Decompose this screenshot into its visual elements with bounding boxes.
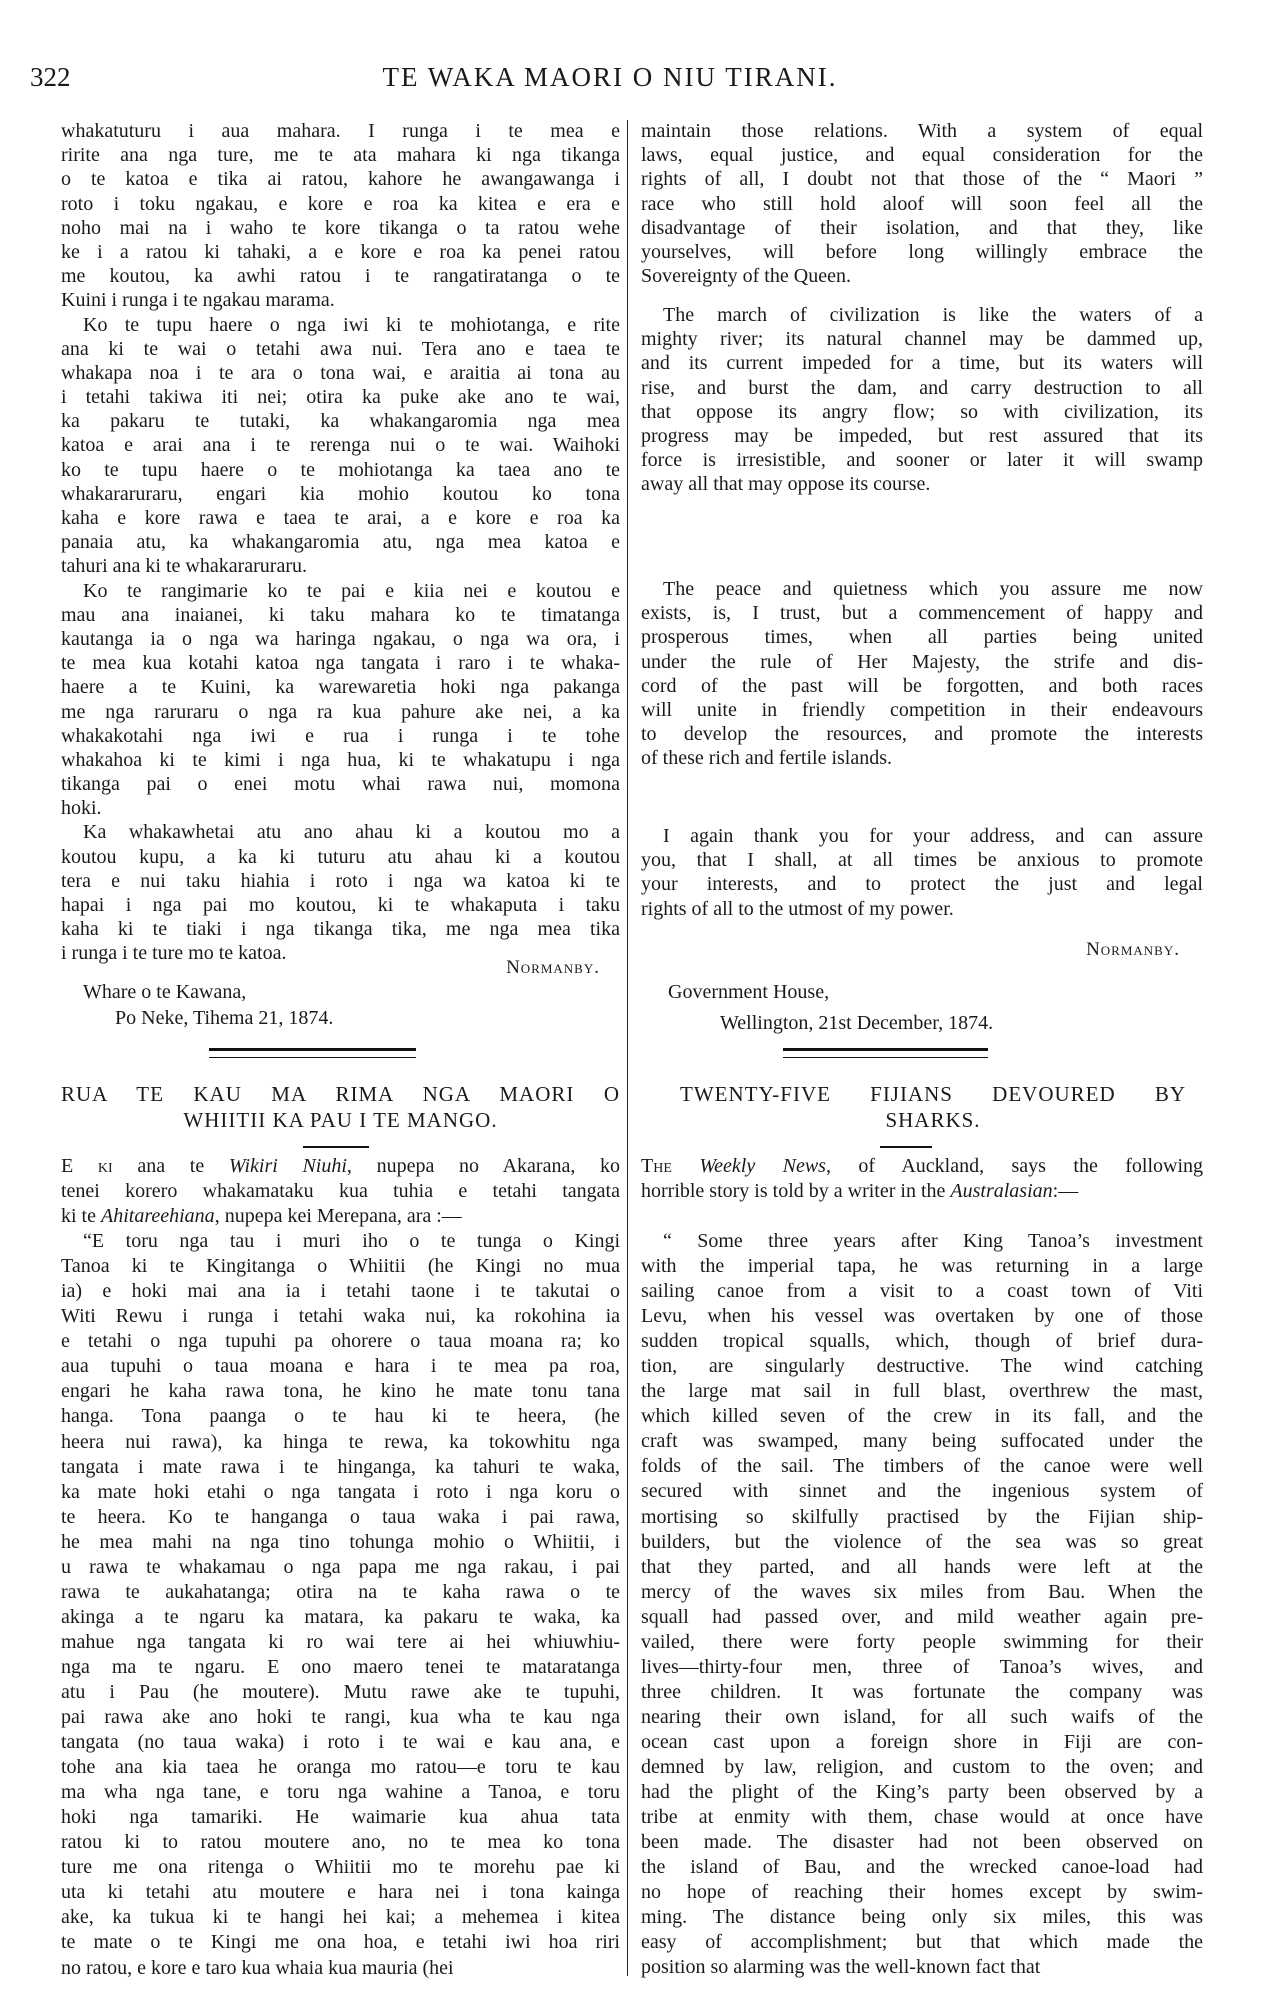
text-line: whakahoa ki te kimi i nga hua, ki te whakatupu i nga [61, 748, 620, 771]
text-line: hanga. Tona paanga o te hau ki te heera, (he [61, 1405, 620, 1428]
text-line: u rawa te whakamau o nga papa me nga rakau, i pai [61, 1555, 620, 1578]
text-line: disadvantage of their isolation, and that they, like [641, 216, 1203, 239]
text-line: engari he kaha rawa tona, he kino he mate tonu tana [61, 1380, 620, 1403]
text-line: your interests, and to protect the just and legal [641, 873, 1203, 896]
text-run: , nupepa no Akarana, ko [346, 1155, 620, 1177]
text-line: will unite in friendly competition in their endeavours [641, 698, 1203, 721]
text-line: nga ma te ngaru. E ono maero tenei te mataratanga [61, 1655, 620, 1678]
text-line: sudden tropical squalls, which, though of brief dura- [641, 1330, 1203, 1353]
italic-title: Wikiri Niuhi [228, 1155, 347, 1177]
column-divider [627, 120, 628, 1976]
text-run: E ki [61, 1155, 113, 1177]
text-line: had the plight of the King’s party been observed by a [641, 1781, 1203, 1804]
text-line: haere a te Kuini, ka warewaretia hoki nga pakanga [61, 676, 620, 699]
text-line: “E toru nga tau i muri iho o te tunga o Kingi [83, 1230, 620, 1253]
text-line: katoa e arai ana i te rerenga nui o te wai. Waihoki [61, 434, 620, 457]
text-line: whakatuturu i aua mahara. I runga i te mea e [61, 120, 620, 142]
heading-line: WHIITII KA PAU I TE MANGO. [183, 1108, 498, 1132]
text-line: whakapa noa i te ara o tona wai, e araitia ai tona au [61, 361, 620, 384]
text-run: The [641, 1155, 672, 1177]
text-line: mortising so skilfully practised by the Fijian ship- [641, 1505, 1203, 1528]
text-line: kaha e kore rawa e taea te arai, a e kore e roa ka [61, 507, 620, 529]
text-line: ming. The distance being only six miles, this was [641, 1906, 1203, 1929]
text-line [61, 1204, 620, 1229]
signature-normanby: Normanby. [1086, 939, 1180, 960]
text-run: , nupepa kei Merepana, ara :— [214, 1205, 462, 1228]
text-line: panaia atu, ka whakangaromia atu, nga mea katoa e [61, 531, 620, 554]
text-line: uta ki tetahi atu moutere e hara nei i tona kainga [61, 1881, 620, 1904]
text-line: ko te tupu haere o te mohiotanga ka taea ano te [61, 458, 620, 481]
text-line: ture me ona ritenga o Whiitii mo te morehu pae ki [61, 1856, 620, 1879]
signature-normanby: Normanby. [506, 957, 600, 978]
text-line: no ratou, e kore e taro kua whaia kua mauria (hei [61, 1956, 454, 1979]
text-line: nearing their own island, for all such waifs of the [641, 1705, 1203, 1728]
text-line: Ko te tupu haere o nga iwi ki te mohiotanga, e rite [83, 313, 620, 336]
text-line: me koutou, ka awhi ratou i te rangatiratanga o te [61, 265, 620, 288]
text-line: koutou kupu, a ka ki tuturu atu ahau ki a koutou [61, 845, 620, 868]
text-line: that they parted, and all hands were left at the [641, 1555, 1203, 1578]
text-line: rawa te aukahatanga; otira na te kaha rawa o te [61, 1580, 620, 1603]
text-line: whakararuraru, engari kia mohio koutou ko tona [61, 482, 620, 505]
text-line: te mate o te Kingi me ona hoa, e tetahi iwi hoa riri [61, 1931, 620, 1954]
article-heading-english [680, 1081, 1186, 1133]
text-run [672, 1155, 699, 1177]
text-line: i runga i te ture mo te katoa. [61, 942, 287, 965]
text-line: the large mat sail in full blast, overthrew the mast, [641, 1380, 1203, 1403]
text-line: cord of the past will be forgotten, and both races [641, 674, 1203, 697]
text-line: with the imperial tapa, he was returning in a large [641, 1255, 1203, 1278]
text-line: mahue nga tangata ki ro wai tere ai hei whiuwhiu- [61, 1630, 620, 1653]
heading-line: SHARKS. [885, 1108, 981, 1132]
text-line: tenei korero whakamataku kua tuhia e tetahi tangata [61, 1180, 620, 1203]
text-line [641, 1179, 1203, 1204]
page-number: 322 [30, 62, 71, 92]
left-body-text [61, 119, 620, 966]
text-line: me nga raruraru o nga ra kua pahure ake nei, a ka [61, 700, 620, 723]
text-line: progress may be impeded, but rest assured that its [641, 424, 1203, 447]
article-body-maori [61, 1154, 620, 1981]
address-date: Po Neke, Tihema 21, 1874. [115, 1007, 334, 1029]
text-line: ka pakaru te tutaki, ka whakangaromia nga mea [61, 410, 620, 433]
text-line [641, 1154, 1203, 1179]
text-run: ki te [61, 1205, 101, 1228]
text-run: horrible story is told by a writer in the [641, 1180, 951, 1203]
text-line: Ko te rangimarie ko te pai e kiia nei e koutou e [83, 579, 620, 602]
text-line: secured with sinnet and the ingenious system of [641, 1480, 1203, 1503]
text-line: laws, equal justice, and equal consideration for the [641, 144, 1203, 167]
text-line: ocean cast upon a foreign shore in Fiji are con- [641, 1730, 1203, 1753]
text-line: demned by law, religion, and custom to the oven; and [641, 1755, 1203, 1778]
text-line: lives—thirty-four men, three of Tanoa’s wives, and [641, 1655, 1203, 1678]
text-line: ratou ki to ratou moutere ano, no te mea ko tona [61, 1831, 620, 1854]
text-line: maintain those relations. With a system of equal [641, 120, 1203, 142]
text-line: under the rule of Her Majesty, the strife and dis- [641, 650, 1203, 673]
right-para-4 [641, 824, 1203, 921]
right-para-2 [641, 303, 1203, 497]
text-line: roto i toku ngakau, e kore e roa ka kitea e era e [61, 192, 620, 215]
text-line: The march of civilization is like the waters of a [663, 304, 1203, 326]
text-line [61, 1154, 620, 1179]
text-line: ake, ka tukua ki te hangi hei kai; a mehemea i kitea [61, 1906, 620, 1929]
article-heading-maori [61, 1081, 620, 1133]
text-line: ma wha nga tane, e toru nga wahine a Tanoa, e toru [61, 1781, 620, 1804]
text-line: tohe ana kia taea he oranga mo ratou—e toru te kau [61, 1756, 620, 1779]
text-line: tahuri ana ki te whakararuraru. [61, 555, 307, 578]
text-line: Witi Rewu i runga i tetahi waka nui, ka rokohina ia [61, 1305, 620, 1328]
text-line: The peace and quietness which you assure me now [663, 578, 1203, 600]
text-line: tangata i mate rawa i te hinganga, ka tahuri te waka, [61, 1455, 620, 1478]
text-line: ke i a ratou ki tahaki, a e kore e roa ka penei ratou [61, 240, 620, 263]
text-line: no hope of reaching their homes except by swim- [641, 1881, 1203, 1904]
heading-rule [303, 1146, 369, 1148]
text-line: exists, is, I trust, but a commencement of happy and [641, 602, 1203, 625]
italic-title: Weekly News [699, 1155, 826, 1177]
text-run: :— [1052, 1180, 1079, 1203]
text-line: whakakotahi nga iwi e rua i runga i te tohe [61, 724, 620, 747]
text-line: tangata (no taua waka) i roto i te wai e kau ana, e [61, 1731, 620, 1754]
running-title: TE WAKA MAORI O NIU TIRANI. [382, 62, 838, 92]
text-line: position so alarming was the well-known fact that [641, 1956, 1041, 1979]
text-line: heera nui rawa), ka hinga te rewa, ka tokowhitu nga [61, 1430, 620, 1453]
text-line: “ Some three years after King Tanoa’s investment [663, 1230, 1203, 1252]
section-divider [783, 1048, 988, 1058]
heading-line: TWENTY-FIVE FIJIANS DEVOURED BY [680, 1082, 1186, 1106]
text-line: ririte ana nga ture, me te ata mahara ki nga tikanga [61, 144, 620, 167]
text-line: that oppose its angry flow; so with civilization, its [641, 400, 1203, 423]
text-line: akinga a te ngaru ka matara, ka pakaru te waka, ka [61, 1605, 620, 1628]
text-line: the island of Bau, and the wrecked canoe-load had [641, 1856, 1203, 1879]
text-line: Sovereignty of the Queen. [641, 265, 851, 288]
text-line: te mea kua kotahi katoa nga tangata i raro i te whaka- [61, 652, 620, 675]
text-line: o te katoa e tika ai ratou, kahore he awangawanga i [61, 168, 620, 191]
text-line: been made. The disaster had not been observed on [641, 1831, 1203, 1854]
text-line: hoki nga tamariki. He waimarie kua ahua tata [61, 1806, 620, 1829]
text-line: hapai i nga pai mo koutou, ki te whakaputa i taku [61, 894, 620, 916]
text-line: and its current impeded for a time, but its waters will [641, 352, 1203, 375]
article-body-english [641, 1229, 1203, 1980]
text-line: he mea mahi na nga tino tohunga mohio o Whiitii, i [61, 1530, 620, 1553]
text-line: hoki. [61, 797, 102, 820]
text-line: which killed seven of the crew in its fall, and the [641, 1405, 1203, 1428]
text-line: vailed, there were forty people swimming for their [641, 1630, 1203, 1653]
text-line: force is irresistible, and sooner or later it will swamp [641, 449, 1203, 472]
text-line: te heera. Ko te hanganga o taua waka i pai rawa, [61, 1505, 620, 1528]
text-line: noho mai na i waho te kore tikanga o ta ratou wehe [61, 216, 620, 239]
address-line: Whare o te Kawana, [83, 981, 247, 1003]
text-line: e tetahi o nga tupuhi pa ohorere o taua moana ra; ko [61, 1330, 620, 1353]
text-line: prosperous times, when all parties being united [641, 626, 1203, 649]
text-line: Ka whakawhetai atu ano ahau ki a koutou mo a [83, 821, 620, 844]
text-line: rise, and burst the dam, and carry destruction to all [641, 376, 1203, 399]
text-line: ia) e hoki mai ana ia i tetahi taone i te takutai o [61, 1280, 620, 1303]
text-line: aua tupuhi o taua moana e hara i te mea pa roa, [61, 1355, 620, 1378]
text-line: Kuini i runga i te ngakau marama. [61, 289, 335, 312]
text-line: away all that may oppose its course. [641, 473, 931, 496]
text-line: folds of the sail. The timbers of the canoe were well [641, 1455, 1203, 1478]
text-line: sailing canoe from a visit to a coast town of Viti [641, 1280, 1203, 1303]
right-para-1 [641, 119, 1203, 288]
text-line: you, that I shall, at all times be anxious to promote [641, 849, 1203, 872]
text-line: builders, but the violence of the sea was so great [641, 1530, 1203, 1553]
address-line: Government House, [668, 981, 830, 1003]
text-line: craft was swamped, many being suffocated under the [641, 1430, 1203, 1453]
text-line: rights of all to the utmost of my power. [641, 897, 954, 920]
text-line: Tanoa ki te Kingitanga o Whiitii (he Kingi no mua [61, 1255, 620, 1278]
text-line: kautanga ia o nga wa haringa ngakau, o nga wa ora, i [61, 627, 620, 650]
heading-rule [880, 1146, 932, 1148]
right-para-3 [641, 577, 1203, 771]
section-divider [209, 1048, 416, 1058]
text-line: race who still hold aloof will soon feel all the [641, 192, 1203, 215]
heading-line: RUA TE KAU MA RIMA NGA MAORI O [61, 1082, 620, 1106]
text-line: mercy of the waves six miles from Bau. When the [641, 1580, 1203, 1603]
text-line: mau ana inaianei, ki taku mahara ko te timatanga [61, 603, 620, 626]
text-line: tion, are singularly destructive. The wind catching [641, 1355, 1203, 1378]
text-line: atu i Pau (he moutere). Mutu rawe ake te tupuhi, [61, 1680, 620, 1703]
text-line: Levu, when his vessel was overtaken by one of those [641, 1305, 1203, 1328]
text-line: pai rawa ake ano hoki te rangi, kua wha te kau nga [61, 1706, 620, 1729]
article-intro-english [641, 1154, 1203, 1204]
text-run: ana te [112, 1155, 229, 1177]
text-line: ka mate hoki etahi o nga tangata i roto i nga koru o [61, 1480, 620, 1503]
text-line: mighty river; its natural channel may be dammed up, [641, 328, 1203, 351]
text-run: , of Auckland, says the following [825, 1155, 1204, 1177]
text-line: squall had passed over, and mild weather again pre- [641, 1605, 1203, 1628]
text-line: of these rich and fertile islands. [641, 747, 893, 770]
italic-title: Australasian [950, 1180, 1053, 1203]
text-line: kaha ki te tiaki i nga tikanga tika, me nga mea tika [61, 918, 620, 941]
text-line: tikanga pai o enei motu whai rawa nui, momona [61, 773, 620, 796]
text-line: three children. It was fortunate the company was [641, 1680, 1203, 1703]
text-line: tribe at enmity with them, chase would at once have [641, 1806, 1203, 1829]
text-line: i tetahi takiwa iti nei; otira ka puke ake ano te wai, [61, 386, 620, 409]
text-line: easy of accomplishment; but that which made the [641, 1931, 1203, 1954]
text-line: tera e nui taku hiahia i roto i nga wa katoa ki te [61, 869, 620, 892]
italic-title: Ahitareehiana [101, 1205, 215, 1228]
text-line: ana ki te wai o tetahi awa nui. Tera ano e taea te [61, 337, 620, 360]
text-line: I again thank you for your address, and can assure [663, 825, 1203, 847]
address-date: Wellington, 21st December, 1874. [720, 1012, 994, 1034]
text-line: rights of all, I doubt not that those of the “ Maori ” [641, 168, 1203, 191]
text-line: to develop the resources, and promote the interests [641, 723, 1203, 746]
text-line: yourselves, will before long willingly embrace the [641, 240, 1203, 263]
